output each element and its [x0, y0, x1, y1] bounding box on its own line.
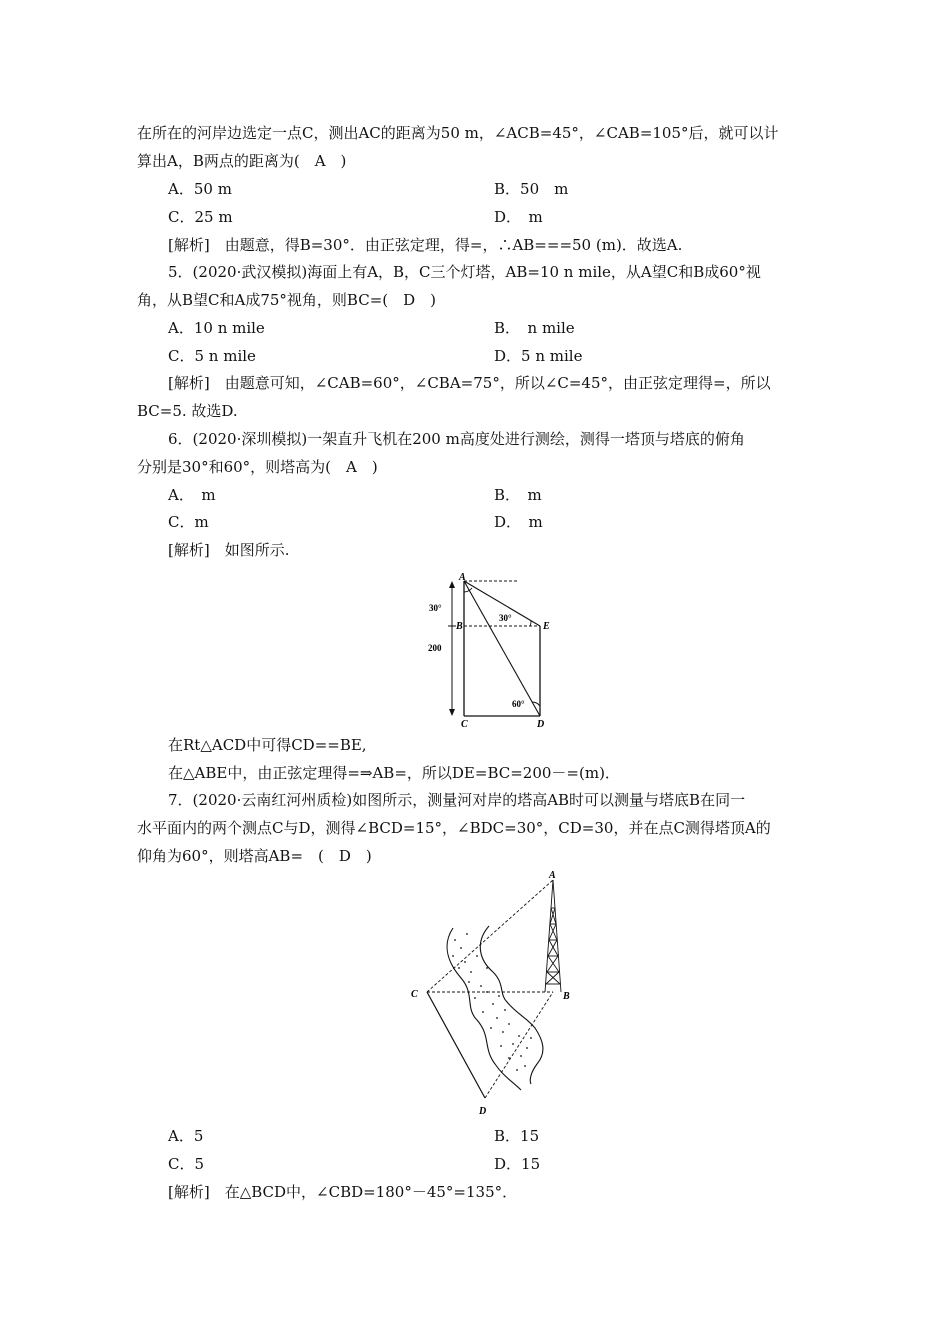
q5-option-c: C．5 n mile — [168, 347, 256, 365]
q7-option-c: C．5 — [168, 1155, 205, 1173]
q5-option-b: B． n mile — [494, 319, 575, 337]
q6-option-b: B． m — [494, 486, 542, 504]
q6-solution-intro: [解析] 如图所示. — [168, 541, 290, 559]
river-bank-left — [447, 928, 521, 1090]
q4-option-a: A．50 m — [168, 180, 232, 198]
q4-option-b: B．50 m — [494, 180, 569, 198]
q6-solution-line2: 在△ABE中，由正弦定理得=⇒AB=，所以DE=BC=200－=(m)． — [168, 764, 620, 782]
fig1-label-e: E — [543, 621, 550, 632]
tower-icon — [545, 880, 561, 992]
q5-stem-line2: 角，从B望C和A成75°视角，则BC=( D ) — [137, 291, 436, 309]
fig1-angle-30-left: 30° — [429, 603, 442, 613]
q7-option-d: D．15 — [494, 1155, 541, 1173]
q5-stem-line1: 5．(2020·武汉模拟)海面上有A，B，C三个灯塔，AB=10 n mile，从A望C和B成60°视 — [168, 263, 761, 281]
q6-stem-line1: 6．(2020·深圳模拟)一架直升飞机在200 m高度处进行测绘，测得一塔顶与塔底的俯角 — [168, 430, 745, 448]
q4-solution: [解析] 由题意，得B=30°．由正弦定理，得=，∴AB===50 (m)．故选A. — [168, 236, 683, 254]
river-dots — [452, 933, 532, 1071]
q7-solution: [解析] 在△BCD中，∠CBD=180°－45°=135°． — [168, 1183, 518, 1201]
q4-stem-line1: 在所在的河岸边选定一点C，测出AC的距离为50 m，∠ACB=45°，∠CAB=105°后，就可以计 — [137, 124, 779, 142]
q5-solution-line1: [解析] 由题意可知，∠CAB=60°，∠CBA=75°，所以∠C=45°，由正弦定理得=，所以 — [168, 374, 771, 392]
fig1-label-d: D — [537, 719, 545, 730]
fig1-angle-30-top: 30° — [499, 613, 512, 623]
q5-option-a: A．10 n mile — [168, 319, 265, 337]
arrow-up-icon — [449, 581, 455, 588]
fig1-label-a: A — [459, 572, 466, 583]
angle-arc-at-e — [530, 621, 531, 626]
q7-stem-line3: 仰角为60°，则塔高AB= ( D ) — [137, 847, 372, 865]
q6-option-a: A． m — [168, 486, 216, 504]
q7-stem-line1: 7．(2020·云南红河州质检)如图所示，测量河对岸的塔高AB时可以测量与塔底B在同一 — [168, 791, 746, 809]
segment-ad — [464, 581, 540, 716]
q6-stem-line2: 分别是30°和60°，则塔高为( A ) — [137, 458, 378, 476]
dashed-ca — [427, 880, 553, 992]
fig1-label-b: B — [456, 621, 463, 632]
fig2-label-b: B — [563, 991, 570, 1002]
q7-stem-line2: 水平面内的两个测点C与D，测得∠BCD=15°，∠BDC=30°，CD=30，并在点C测得塔顶A的 — [137, 819, 771, 837]
q4-option-c: C．25 m — [168, 208, 233, 226]
q4-stem-line2: 算出A，B两点的距离为( A ) — [137, 152, 347, 170]
segment-cd — [427, 992, 485, 1098]
fig1-angle-60: 60° — [512, 699, 525, 709]
figure-tower-angles — [420, 570, 560, 730]
river-bank-right — [480, 926, 543, 1084]
q5-option-d: D．5 n mile — [494, 347, 583, 365]
q4-option-d: D． m — [494, 208, 543, 226]
arrow-down-icon — [449, 709, 455, 716]
q6-solution-line1: 在Rt△ACD中可得CD==BE, — [168, 736, 367, 754]
fig1-height-200: 200 — [428, 643, 442, 653]
q7-option-a: A．5 — [168, 1127, 204, 1145]
q6-option-c: C．m — [168, 513, 209, 531]
figure-river-tower — [405, 868, 615, 1120]
q6-option-d: D． m — [494, 513, 543, 531]
fig2-label-a: A — [549, 870, 556, 881]
fig2-label-d: D — [479, 1106, 487, 1117]
fig1-label-c: C — [461, 719, 468, 730]
q5-solution-line2: BC=5. 故选D. — [137, 402, 238, 420]
q7-option-b: B．15 — [494, 1127, 540, 1145]
fig2-label-c: C — [411, 989, 418, 1000]
